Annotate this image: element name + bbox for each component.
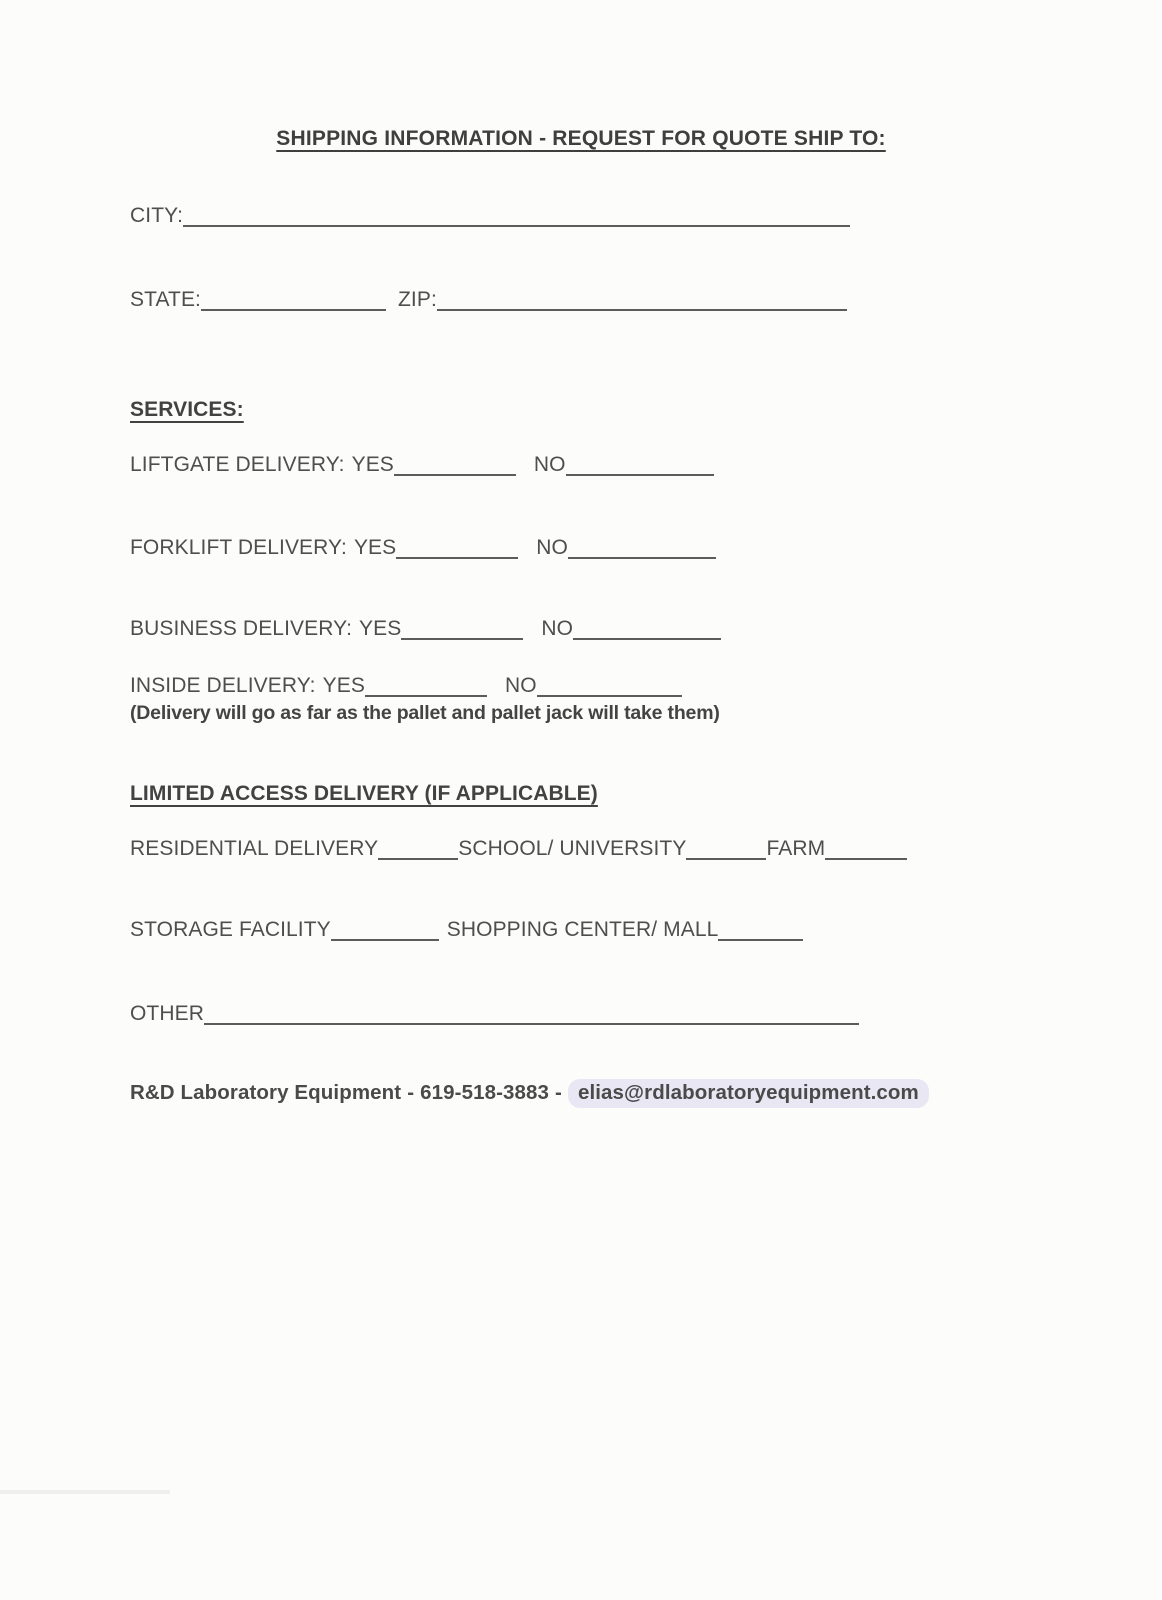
services-heading: SERVICES:: [130, 398, 244, 421]
form-title: SHIPPING INFORMATION - REQUEST FOR QUOTE SHIP TO:: [276, 127, 886, 150]
residential-blank: [378, 840, 458, 860]
state-blank: [201, 291, 386, 311]
state-label: STATE:: [130, 288, 201, 311]
services-section: [130, 397, 244, 422]
email-link[interactable]: elias@rdlaboratoryequipment.com: [568, 1079, 929, 1108]
business-no-blank: [573, 620, 721, 640]
other-label: OTHER: [130, 1002, 204, 1025]
storage-facility-label: STORAGE FACILITY: [130, 918, 331, 941]
liftgate-delivery-label: LIFTGATE DELIVERY:: [130, 453, 345, 476]
inside-no-blank: [537, 677, 682, 697]
state-zip-row: [130, 287, 847, 312]
liftgate-no-blank: [566, 456, 714, 476]
company-name: R&D Laboratory Equipment: [130, 1081, 402, 1104]
service-row-forklift: [130, 535, 716, 560]
service-row-liftgate: [130, 452, 714, 477]
business-delivery-label: BUSINESS DELIVERY:: [130, 617, 353, 640]
farm-label: FARM: [766, 837, 826, 860]
yes-label: YES: [322, 674, 365, 697]
forklift-no-blank: [568, 539, 716, 559]
school-university-label: SCHOOL/ UNIVERSITY: [458, 837, 687, 860]
no-label: NO: [533, 453, 566, 476]
no-label: NO: [504, 674, 537, 697]
forklift-delivery-label: FORKLIFT DELIVERY:: [130, 536, 347, 559]
inside-delivery-label: INSIDE DELIVERY:: [130, 674, 316, 697]
other-row: [130, 1001, 859, 1026]
business-yes-blank: [401, 620, 523, 640]
zip-blank: [437, 291, 847, 311]
no-label: NO: [541, 617, 574, 640]
limited-access-row-2: [130, 917, 803, 942]
storage-facility-blank: [331, 921, 439, 941]
shopping-center-mall-blank: [718, 921, 803, 941]
service-row-inside: [130, 673, 682, 698]
dash-separator: -: [407, 1081, 415, 1104]
no-label: NO: [536, 536, 568, 559]
limited-access-row-1: [130, 836, 907, 861]
farm-blank: [825, 840, 907, 860]
inside-delivery-note: (Delivery will go as far as the pallet and pallet jack will take them): [130, 702, 720, 724]
school-university-blank: [686, 840, 766, 860]
city-blank: [183, 207, 850, 227]
inside-yes-blank: [365, 677, 487, 697]
forklift-yes-blank: [396, 539, 518, 559]
phone-number: 619-518-3883: [420, 1081, 550, 1104]
city-row: [130, 203, 850, 228]
limited-access-heading: LIMITED ACCESS DELIVERY (IF APPLICABLE): [130, 782, 598, 805]
city-label: CITY:: [130, 204, 184, 227]
zip-label: ZIP:: [398, 288, 437, 311]
yes-label: YES: [353, 536, 397, 559]
shopping-center-mall-label: SHOPPING CENTER/ MALL: [446, 918, 719, 941]
yes-label: YES: [351, 453, 394, 476]
residential-delivery-label: RESIDENTIAL DELIVERY: [130, 837, 379, 860]
footer-contact-line: [130, 1080, 929, 1105]
liftgate-yes-blank: [394, 456, 516, 476]
other-blank: [204, 1005, 859, 1025]
scan-artifact: [0, 1490, 170, 1494]
dash-separator: -: [555, 1081, 562, 1104]
limited-access-section: [130, 781, 598, 806]
service-row-business: [130, 616, 721, 641]
yes-label: YES: [359, 617, 402, 640]
